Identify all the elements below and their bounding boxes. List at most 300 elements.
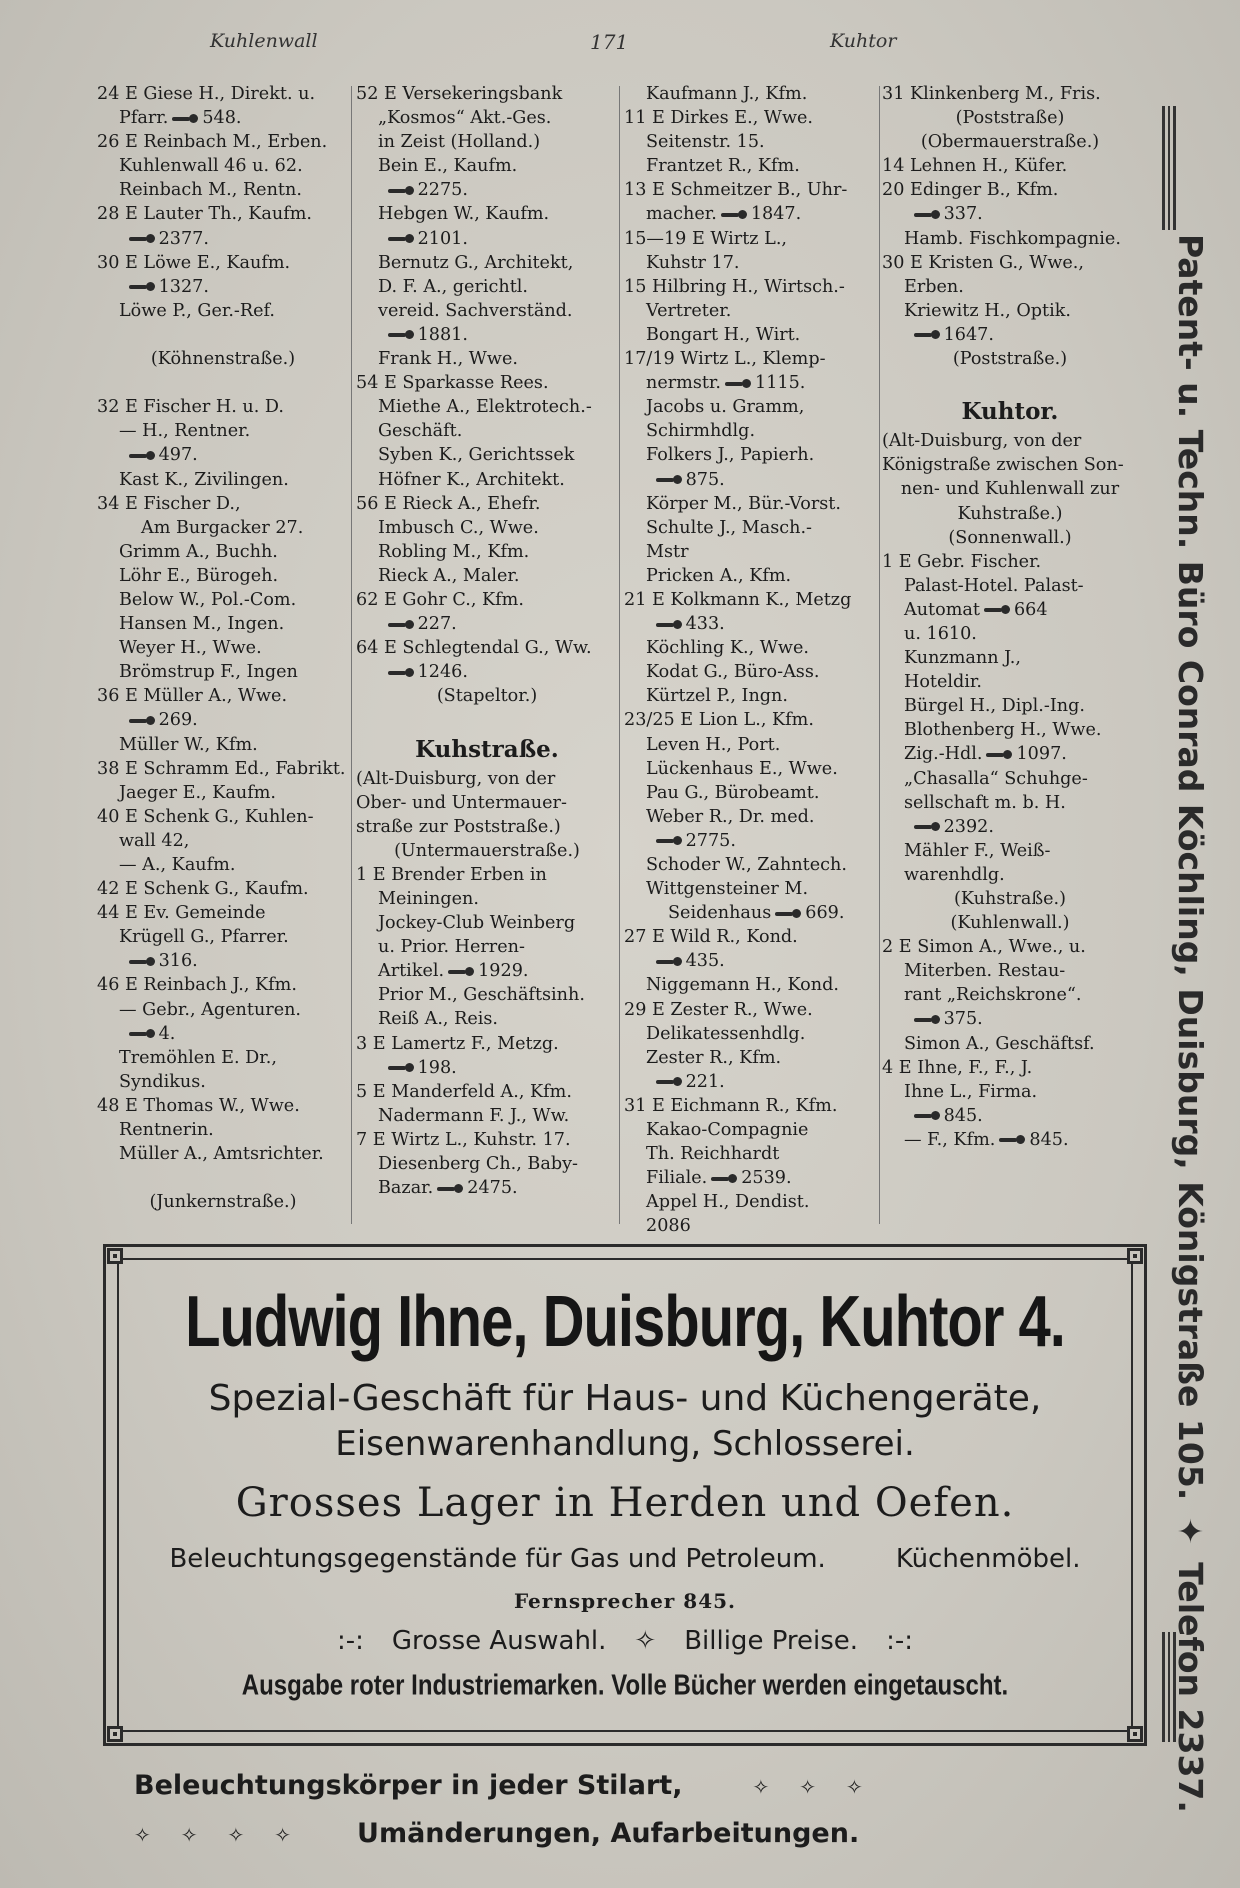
directory-entry — [624, 371, 876, 395]
phone-number: 1097. — [1016, 744, 1067, 765]
entry-text: 11 E Dirkes E., Wwe. — [624, 108, 814, 129]
directory-entry — [356, 887, 618, 911]
entry-text: Th. Reichhardt — [646, 1144, 780, 1165]
entry-text — [119, 1024, 125, 1044]
directory-entry — [882, 983, 1138, 1007]
entry-text: Tremöhlen E. Dr., — [119, 1047, 277, 1068]
phone-number: 4. — [158, 1023, 176, 1044]
entry-text: 38 E Schramm Ed., Fabrikt. — [97, 758, 346, 779]
entry-text: Zig.-Hdl. — [904, 744, 983, 765]
directory-entry — [624, 1214, 876, 1238]
directory-entry — [882, 429, 1138, 453]
directory-entry — [624, 227, 876, 251]
directory-entry — [624, 588, 876, 612]
directory-entry — [356, 130, 618, 154]
entry-text: nen- und Kuhlenwall zur — [900, 479, 1120, 500]
directory-entry — [882, 453, 1138, 477]
directory-entry — [624, 516, 876, 540]
ad-line-stock: Grosses Lager in Herden und Oefen. — [235, 1480, 1015, 1526]
entry-text — [646, 470, 652, 490]
directory-entry — [882, 347, 1138, 371]
entry-text: 5 E Manderfeld A., Kfm. — [356, 1081, 572, 1102]
telephone-icon — [725, 379, 751, 388]
directory-entry — [97, 1166, 349, 1190]
entry-text: Prior M., Geschäftsinh. — [378, 985, 585, 1006]
directory-entry — [97, 1190, 349, 1214]
footer-line-1 — [134, 1770, 893, 1801]
entry-text: (Kuhstraße.) — [954, 889, 1066, 909]
telephone-icon — [721, 210, 747, 219]
footer-text-2: Umänderungen, Aufarbeitungen. — [357, 1818, 860, 1849]
phone-number: 875. — [685, 469, 725, 490]
entry-text: Bernutz G., Architekt, — [378, 252, 574, 273]
directory-entry — [97, 853, 349, 877]
entry-text: 1 E Gebr. Fischer. — [882, 551, 1042, 572]
entry-text: Höfner K., Architekt. — [378, 469, 565, 490]
directory-entry — [882, 227, 1138, 251]
directory-entry — [356, 1176, 618, 1200]
entry-text: 36 E Müller A., Wwe. — [97, 686, 288, 707]
directory-entry — [97, 564, 349, 588]
footer-ornament-2: ✧✧✧✧ — [134, 1823, 322, 1847]
entry-text: straße zur Poststraße.) — [356, 816, 561, 837]
directory-entry — [624, 178, 876, 202]
entry-text: u. Prior. Herren- — [378, 937, 525, 958]
entry-text: Bein E., Kaufm. — [378, 156, 518, 177]
entry-text — [904, 325, 910, 345]
phone-number: 221. — [685, 1071, 725, 1092]
directory-entry — [356, 202, 618, 226]
directory-entry — [882, 1104, 1138, 1128]
entry-text: 20 Edinger B., Kfm. — [882, 180, 1059, 201]
directory-entry — [882, 622, 1138, 646]
entry-text: Artikel. — [378, 961, 445, 982]
entry-text: Müller W., Kfm. — [119, 734, 258, 755]
directory-entry — [882, 839, 1138, 863]
entry-text — [378, 614, 384, 634]
entry-text: sellschaft m. b. H. — [904, 792, 1066, 813]
directory-entry — [97, 106, 349, 130]
directory-entry — [882, 275, 1138, 299]
ad-corner-ornament — [1127, 1726, 1143, 1742]
entry-text: 28 E Lauter Th., Kaufm. — [97, 204, 312, 225]
side-band-rule-top — [1162, 106, 1176, 230]
directory-entry — [97, 275, 349, 299]
directory-entry — [97, 805, 349, 829]
entry-text: Kakao-Compagnie — [646, 1120, 809, 1141]
directory-entry — [624, 395, 876, 419]
entry-text: (Junkernstraße.) — [149, 1192, 297, 1213]
telephone-icon — [448, 967, 474, 976]
directory-entry — [882, 1056, 1138, 1080]
directory-entry — [356, 791, 618, 815]
telephone-icon — [388, 620, 414, 629]
directory-entry — [624, 347, 876, 371]
directory-entry — [356, 492, 618, 516]
phone-number: 433. — [685, 614, 725, 635]
entry-text: (Untermauerstraße.) — [394, 840, 580, 861]
directory-entry — [97, 1070, 349, 1094]
ad-phone: Fernsprecher 845. — [513, 1589, 737, 1613]
directory-entry — [624, 684, 876, 708]
entry-text: Jaeger E., Kaufm. — [119, 782, 277, 803]
entry-text: 2086 — [646, 1216, 691, 1237]
directory-entry — [882, 106, 1138, 130]
entry-text: 7 E Wirtz L., Kuhstr. 17. — [356, 1129, 571, 1150]
entry-text: Mstr — [646, 541, 689, 562]
directory-entry — [882, 718, 1138, 742]
entry-text: 42 E Schenk G., Kaufm. — [97, 879, 309, 900]
directory-entry — [356, 154, 618, 178]
phone-number: 1929. — [478, 961, 529, 982]
entry-text: Jockey-Club Weinberg — [378, 913, 576, 934]
entry-text: rant „Reichskrone“. — [904, 985, 1082, 1006]
entry-text — [904, 204, 910, 224]
entry-text: Kodat G., Büro-Ass. — [646, 662, 820, 683]
entry-text: 2 E Simon A., Wwe., u. — [882, 937, 1086, 958]
entry-text — [646, 1072, 652, 1092]
directory-entry — [97, 829, 349, 853]
phone-number: 1847. — [750, 204, 802, 225]
directory-entry — [882, 130, 1138, 154]
entry-text: „Chasalla“ Schuhge- — [904, 768, 1088, 789]
telephone-icon — [914, 330, 940, 339]
entry-text: Grimm A., Buchh. — [119, 541, 278, 562]
directory-entry — [356, 708, 618, 732]
directory-entry — [882, 323, 1138, 347]
entry-text: 31 E Eichmann R., Kfm. — [624, 1095, 838, 1116]
telephone-icon — [388, 1063, 414, 1072]
directory-entry — [97, 395, 349, 419]
entry-text — [904, 1106, 910, 1126]
directory-entry — [882, 82, 1138, 106]
telephone-icon — [656, 836, 682, 845]
directory-entry — [882, 1007, 1138, 1031]
entry-text: 46 E Reinbach J., Kfm. — [97, 975, 297, 996]
ad-furniture-text: Küchenmöbel. — [895, 1544, 1081, 1574]
directory-entry — [356, 815, 618, 839]
entry-text: „Kosmos“ Akt.-Ges. — [378, 108, 552, 129]
entry-text: Folkers J., Papierh. — [646, 445, 815, 466]
directory-entry — [97, 468, 349, 492]
entry-text: vereid. Sachverständ. — [378, 300, 573, 321]
directory-entry — [356, 468, 618, 492]
directory-entry — [624, 468, 876, 492]
entry-text: Syndikus. — [119, 1071, 206, 1092]
entry-text: Imbusch C., Wwe. — [378, 517, 539, 538]
directory-entry — [882, 154, 1138, 178]
entry-text: Delikatessenhdlg. — [646, 1023, 806, 1044]
side-band-rule-bottom — [1162, 1632, 1176, 1742]
entry-text: 52 E Versekeringsbank — [356, 84, 563, 104]
directory-entry — [97, 1142, 349, 1166]
header-left-street: Kuhlenwall — [210, 30, 318, 52]
advertisement-box — [103, 1244, 1147, 1746]
entry-text: Bongart H., Wirt. — [646, 324, 801, 345]
directory-entry — [882, 863, 1138, 887]
entry-text: Pricken A., Kfm. — [646, 565, 792, 586]
directory-entry — [624, 853, 876, 877]
entry-text: Automat — [904, 599, 980, 620]
phone-number: 1647. — [943, 324, 994, 345]
entry-text: Geschäft. — [378, 421, 463, 442]
entry-text: Nadermann F. J., Ww. — [378, 1105, 570, 1126]
column-divider — [351, 86, 352, 1224]
directory-entry — [356, 299, 618, 323]
section-heading — [882, 395, 1138, 429]
entry-text: Hansen M., Ingen. — [119, 614, 285, 635]
directory-entry — [97, 757, 349, 781]
entry-text: Seitenstr. 15. — [646, 132, 765, 153]
directory-entry — [624, 1070, 876, 1094]
telephone-icon — [129, 451, 155, 460]
entry-text: Weber R., Dr. med. — [646, 806, 815, 827]
telephone-icon — [656, 620, 682, 629]
directory-entry — [882, 791, 1138, 815]
ad-prices-text: Billige Preise. — [684, 1626, 859, 1656]
entry-text: — A., Kaufm. — [119, 855, 236, 875]
entry-text: Müller A., Amtsrichter. — [119, 1144, 324, 1165]
directory-entry — [624, 733, 876, 757]
entry-text: in Zeist (Holland.) — [378, 132, 541, 153]
directory-entry — [624, 540, 876, 564]
phone-number: 227. — [417, 614, 457, 635]
telephone-icon — [711, 1174, 737, 1183]
entry-text — [119, 445, 125, 465]
directory-entry — [624, 901, 876, 925]
entry-text — [119, 710, 125, 730]
entry-text: Kuhstraße. — [415, 735, 559, 763]
directory-entry — [97, 540, 349, 564]
phone-number: 1246. — [417, 662, 468, 683]
entry-text — [119, 277, 125, 297]
directory-entry — [882, 502, 1138, 526]
entry-text: Krügell G., Pfarrer. — [119, 927, 289, 948]
telephone-icon — [914, 822, 940, 831]
directory-entry — [624, 106, 876, 130]
entry-text: Kaufmann J., Kfm. — [646, 84, 808, 104]
directory-entry — [97, 901, 349, 925]
directory-column-3 — [624, 82, 876, 1237]
telephone-icon — [129, 282, 155, 291]
directory-entry — [97, 612, 349, 636]
directory-entry — [882, 815, 1138, 839]
directory-entry — [882, 202, 1138, 226]
directory-entry — [97, 708, 349, 732]
phone-number: 2101. — [417, 228, 468, 249]
entry-text — [378, 229, 384, 249]
telephone-icon — [129, 957, 155, 966]
entry-text: Mähler F., Weiß- — [904, 840, 1051, 861]
directory-entry — [624, 1094, 876, 1118]
entry-text: Rentnerin. — [119, 1120, 214, 1141]
phone-number: 845. — [1029, 1129, 1069, 1150]
telephone-icon — [656, 957, 682, 966]
directory-entry — [97, 371, 349, 395]
entry-text: Niggemann H., Kond. — [646, 975, 839, 996]
entry-text: Hamb. Fischkompagnie. — [904, 228, 1121, 249]
entry-text: Weyer H., Wwe. — [119, 638, 262, 659]
directory-entry — [97, 299, 349, 323]
directory-entry — [97, 202, 349, 226]
entry-text — [904, 1009, 910, 1029]
directory-entry — [624, 1166, 876, 1190]
directory-entry — [624, 757, 876, 781]
phone-number: 2377. — [158, 228, 209, 249]
phone-number: 1881. — [417, 324, 468, 345]
directory-entry — [624, 564, 876, 588]
entry-text: Seidenhaus — [668, 903, 772, 924]
directory-entry — [882, 670, 1138, 694]
phone-number: 269. — [158, 710, 198, 731]
telephone-icon — [172, 114, 198, 123]
entry-text: Kunzmann J., — [904, 648, 1021, 669]
entry-text: Miethe A., Elektrotech.- — [378, 397, 592, 418]
ad-title: Ludwig Ihne, Duisburg, Kuhtor 4. — [185, 1280, 1065, 1363]
entry-text: (Alt-Duisburg, von der — [356, 768, 556, 789]
entry-text: — Gebr., Agenturen. — [119, 999, 302, 1020]
entry-text: 1 E Brender Erben in — [356, 864, 547, 885]
directory-entry — [882, 646, 1138, 670]
ad-separator-ornament: ✧ — [634, 1626, 657, 1656]
phone-number: 337. — [943, 204, 983, 225]
directory-column-1 — [97, 82, 349, 1222]
directory-entry — [356, 227, 618, 251]
entry-text: Brömstrup F., Ingen — [119, 662, 298, 683]
directory-entry — [624, 805, 876, 829]
entry-text: (Köhnenstraße.) — [150, 349, 296, 370]
entry-text: Robling M., Kfm. — [378, 541, 530, 562]
entry-text — [378, 180, 384, 200]
directory-entry — [356, 178, 618, 202]
phone-number: 435. — [685, 951, 725, 972]
directory-entry — [356, 419, 618, 443]
entry-text: warenhdlg. — [904, 864, 1005, 885]
entry-text — [882, 373, 888, 393]
directory-entry — [356, 347, 618, 371]
directory-entry — [97, 877, 349, 901]
directory-entry — [882, 1128, 1138, 1152]
entry-text — [119, 229, 125, 249]
phone-number: 2275. — [417, 180, 468, 201]
entry-text: Lückenhaus E., Wwe. — [646, 758, 838, 779]
directory-entry — [97, 733, 349, 757]
directory-entry — [97, 1022, 349, 1046]
directory-entry — [882, 598, 1138, 622]
telephone-icon — [129, 234, 155, 243]
entry-text: u. 1610. — [904, 623, 977, 644]
entry-text: 29 E Zester R., Wwe. — [624, 999, 813, 1020]
phone-number: 497. — [158, 445, 198, 466]
directory-entry — [356, 275, 618, 299]
telephone-icon — [388, 186, 414, 195]
directory-entry — [356, 323, 618, 347]
phone-number: 548. — [202, 108, 242, 129]
entry-text — [646, 951, 652, 971]
directory-entry — [882, 887, 1138, 911]
telephone-icon — [775, 909, 801, 918]
entry-text: Filiale. — [646, 1168, 708, 1189]
entry-text: Kriewitz H., Optik. — [904, 300, 1071, 321]
entry-text: 62 E Gohr C., Kfm. — [356, 589, 524, 610]
directory-entry — [97, 1118, 349, 1142]
directory-entry — [97, 347, 349, 371]
footer-line-2 — [134, 1818, 859, 1849]
telephone-icon — [129, 1029, 155, 1038]
directory-entry — [97, 419, 349, 443]
directory-entry — [356, 1152, 618, 1176]
directory-entry — [97, 781, 349, 805]
entry-text: Kuhstr 17. — [646, 252, 740, 273]
telephone-icon — [984, 605, 1010, 614]
entry-text: (Alt-Duisburg, von der — [882, 431, 1082, 452]
directory-entry — [882, 694, 1138, 718]
directory-entry — [882, 767, 1138, 791]
directory-entry — [882, 251, 1138, 275]
directory-entry — [356, 839, 618, 863]
directory-entry — [356, 564, 618, 588]
entry-text: Pfarr. — [119, 108, 169, 129]
entry-text: 21 E Kolkmann K., Metzg — [624, 589, 852, 610]
entry-text: Königstraße zwischen Son- — [882, 455, 1124, 476]
directory-entry — [624, 973, 876, 997]
side-advertisement-text: Patent- u. Techn. Büro Conrad Köchling, Duisburg, Königstraße 105. ✦ Telefon 2337. — [1171, 234, 1210, 1813]
directory-entry — [624, 877, 876, 901]
entry-text: 15—19 E Wirtz L., — [624, 228, 788, 249]
entry-text: Bürgel H., Dipl.-Ing. — [904, 696, 1085, 717]
directory-entry — [624, 251, 876, 275]
directory-entry — [882, 742, 1138, 766]
telephone-icon — [914, 1111, 940, 1120]
directory-entry — [356, 82, 618, 106]
directory-entry — [624, 82, 876, 106]
directory-entry — [882, 299, 1138, 323]
directory-entry — [624, 419, 876, 443]
directory-entry — [356, 106, 618, 130]
column-divider — [619, 86, 620, 1224]
directory-entry — [882, 911, 1138, 935]
phone-number: 2392. — [943, 816, 994, 837]
phone-number: 845. — [943, 1105, 983, 1126]
directory-entry — [97, 82, 349, 106]
directory-entry — [882, 959, 1138, 983]
entry-text: Kuhstraße.) — [957, 503, 1063, 524]
entry-text — [646, 831, 652, 851]
phone-number: 664 — [1013, 599, 1048, 620]
entry-text: 23/25 E Lion L., Kfm. — [624, 710, 814, 731]
directory-entry — [356, 1056, 618, 1080]
directory-entry — [882, 178, 1138, 202]
entry-text: 26 E Reinbach M., Erben. — [97, 132, 328, 153]
ad-corner-ornament — [107, 1726, 123, 1742]
directory-entry — [356, 540, 618, 564]
ad-line-stamps: Ausgabe roter Industriemarken. Volle Bücher werden eingetauscht. — [241, 1669, 1009, 1702]
telephone-icon — [986, 750, 1012, 759]
entry-text: 3 E Lamertz F., Metzg. — [356, 1033, 559, 1054]
directory-entry — [97, 949, 349, 973]
directory-entry — [356, 516, 618, 540]
phone-number: 198. — [417, 1057, 457, 1078]
entry-text — [378, 325, 384, 345]
directory-entry — [97, 973, 349, 997]
ad-corner-ornament — [107, 1248, 123, 1264]
directory-entry — [97, 1094, 349, 1118]
directory-entry — [356, 636, 618, 660]
entry-text: (Poststraße) — [955, 108, 1065, 129]
page-number: 171 — [590, 30, 629, 54]
entry-text: — H., Rentner. — [119, 421, 251, 442]
directory-entry — [97, 636, 349, 660]
